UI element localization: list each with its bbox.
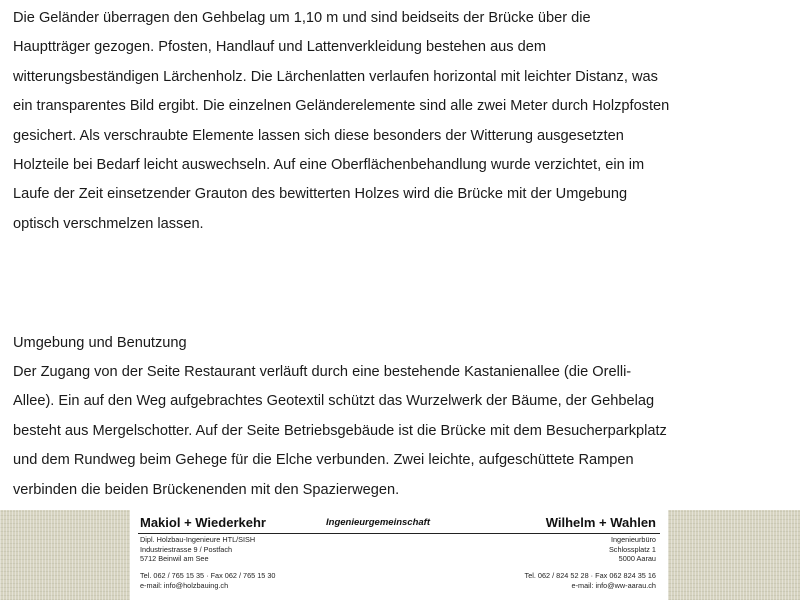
contact-left bbox=[140, 571, 276, 590]
street-right: Schlossplatz 1 bbox=[608, 544, 656, 554]
text-line: Der Zugang von der Seite Restaurant verläuft durch eine bestehende Kastanienallee (die Orelli- bbox=[13, 364, 632, 380]
wood-texture-left bbox=[0, 510, 130, 600]
address-left bbox=[140, 535, 255, 564]
page-footer bbox=[0, 510, 800, 600]
city-right: 5000 Aarau bbox=[618, 554, 656, 564]
address-right bbox=[609, 535, 656, 564]
text-line: witterungsbeständigen Lärchenholz. Die Lärchenlatten verlaufen horizontal mit leichter Distanz, was bbox=[13, 68, 658, 85]
text-line: Die Geländer überragen den Gehbelag um 1,10 m und sind beidseits der Brücke über die bbox=[13, 10, 591, 26]
paragraph-railings bbox=[13, 4, 793, 239]
text-line: Allee). Ein auf den Weg aufgebrachtes Geotextil schützt das Wurzelwerk der Bäume, der Gehbelag bbox=[13, 393, 655, 410]
company-name-left: Makiol + Wiederkehr bbox=[140, 515, 266, 530]
email-left: e-mail: info@holzbauing.ch bbox=[140, 580, 229, 590]
subtitle-left: Dipl. Holzbau-Ingenieure HTL/SISH bbox=[140, 535, 256, 544]
text-line: besteht aus Mergelschotter. Auf der Seite Betriebsgebäude ist die Brücke mit dem Besucherparkplatz bbox=[13, 422, 667, 439]
contact-right bbox=[525, 571, 656, 590]
email-right: e-mail: info@ww-aarau.ch bbox=[571, 580, 656, 590]
company-name-right: Wilhelm + Wahlen bbox=[545, 515, 656, 530]
letterhead-center-title: Ingenieurgemeinschaft bbox=[326, 517, 430, 528]
paragraph-surroundings bbox=[13, 358, 793, 505]
text-line: verbinden die beiden Brückenenden mit den Spazierwegen. bbox=[13, 481, 400, 498]
letterhead bbox=[130, 510, 668, 600]
text-line: ein transparentes Bild ergibt. Die einzelnen Geländerelemente sind alle zwei Meter durch Holzpfosten bbox=[13, 98, 670, 115]
text-line: Laufe der Zeit einsetzender Grauton des bewitterten Holzes wird die Brücke mit der Umgebung bbox=[13, 186, 628, 203]
section-heading: Umgebung und Benutzung bbox=[13, 335, 187, 351]
subtitle-right: Ingenieurbüro bbox=[610, 535, 656, 544]
wood-texture-right bbox=[668, 510, 800, 600]
text-line: Hauptträger gezogen. Pfosten, Handlauf und Lattenverkleidung bestehen aus dem bbox=[13, 39, 547, 56]
text-line: und dem Rundweg beim Gehege für die Elche verbunden. Zwei leichte, aufgeschüttete Rampen bbox=[13, 452, 634, 469]
text-line: optisch verschmelzen lassen. bbox=[13, 215, 204, 232]
text-line: Holzteile bei Bedarf leicht auswechseln. Auf eine Oberflächenbehandlung wurde verzichtet, ein im bbox=[13, 157, 645, 174]
phone-left: Tel. 062 / 765 15 35 · Fax 062 / 765 15 30 bbox=[140, 571, 276, 580]
text-line: gesichert. Als verschraubte Elemente lassen sich diese besonders der Witterung ausgesetzten bbox=[13, 127, 624, 144]
street-left: Industriestrasse 9 / Postfach bbox=[140, 544, 233, 554]
city-left: 5712 Beinwil am See bbox=[140, 554, 209, 564]
letterhead-divider bbox=[138, 533, 660, 534]
phone-right: Tel. 062 / 824 52 28 · Fax 062 824 35 16 bbox=[524, 571, 656, 580]
